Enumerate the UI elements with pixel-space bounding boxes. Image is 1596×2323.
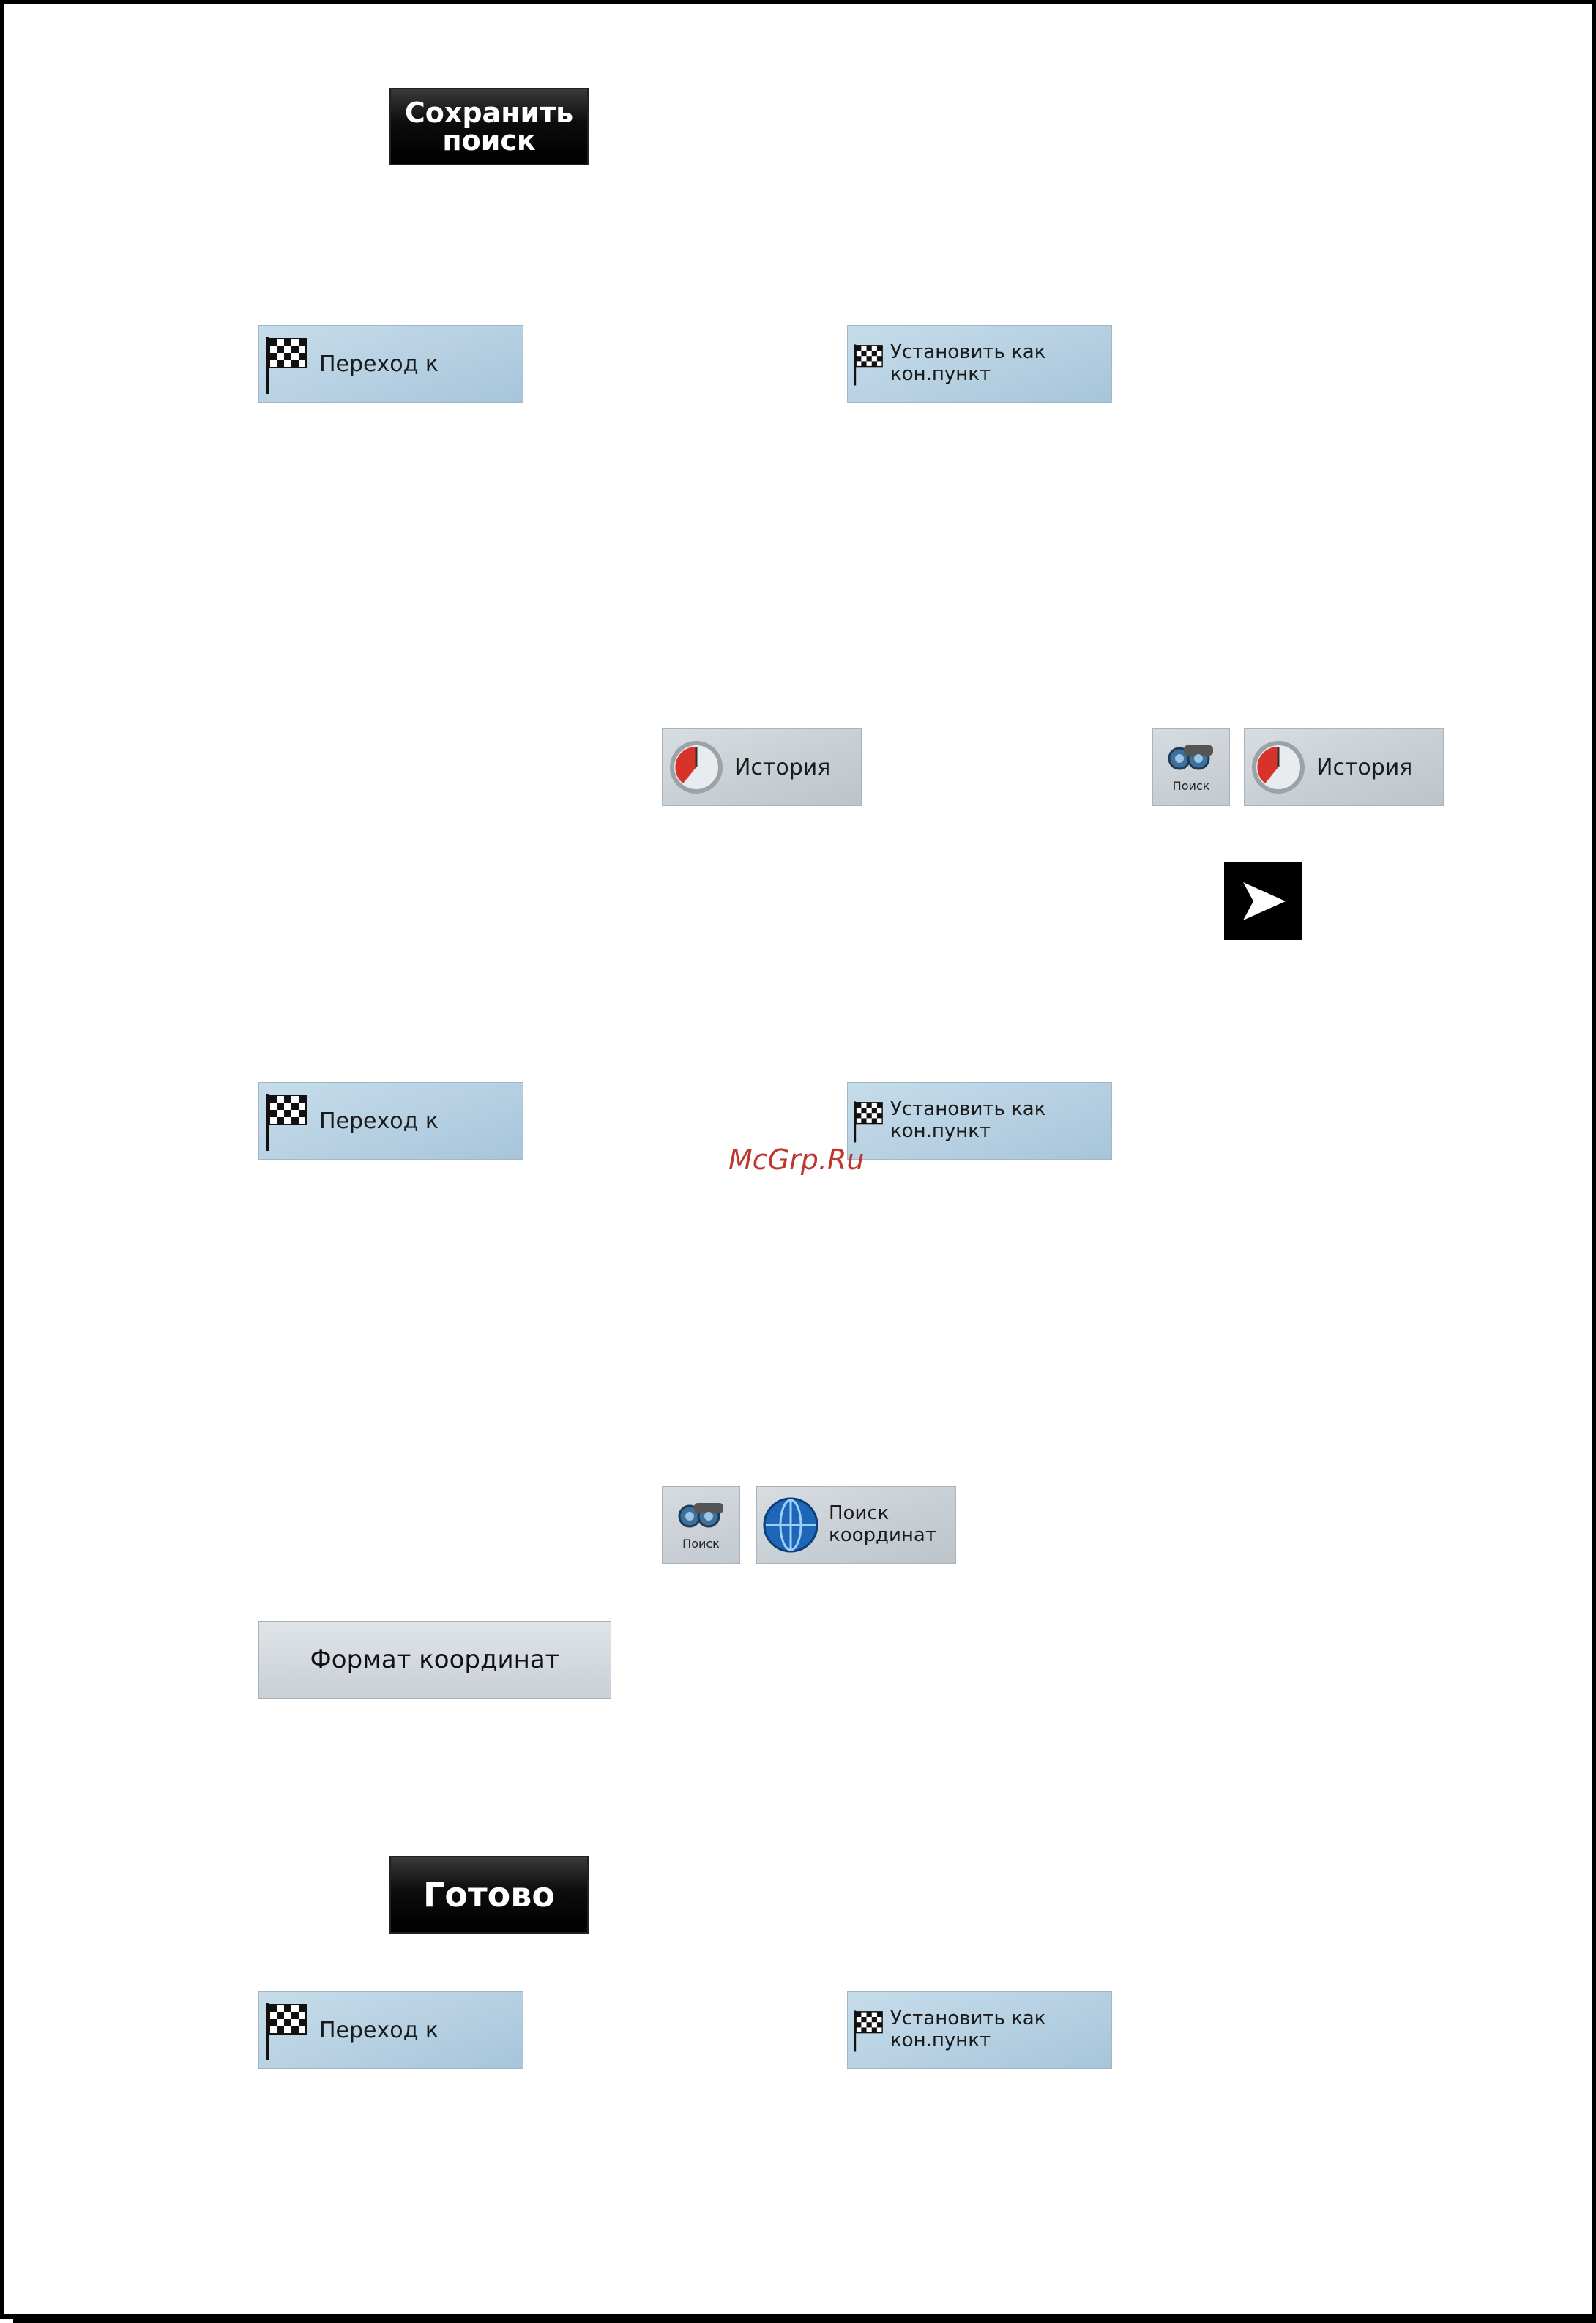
set-destination-label-line2: кон.пункт	[890, 1120, 991, 1142]
coordinate-format-label: Формат координат	[310, 1645, 560, 1674]
checkered-flag-icon	[851, 1095, 884, 1146]
arrow-right-icon	[1234, 872, 1293, 931]
done-label: Готово	[423, 1875, 555, 1914]
set-destination-button-3[interactable]	[847, 1991, 1112, 2069]
coordinate-search-button[interactable]	[756, 1486, 956, 1564]
checkered-flag-icon	[851, 338, 884, 389]
search-tile-label-2: Поиск	[682, 1537, 720, 1551]
history-label-2: История	[1316, 754, 1413, 780]
globe-icon	[761, 1496, 820, 1554]
go-to-button-3[interactable]	[258, 1991, 523, 2069]
set-destination-button[interactable]	[847, 325, 1112, 403]
set-destination-button-2[interactable]	[847, 1082, 1112, 1160]
go-to-button[interactable]	[258, 325, 523, 403]
history-label: История	[734, 754, 831, 780]
go-to-label-3: Переход к	[319, 2017, 439, 2043]
save-search-button[interactable]	[389, 88, 589, 165]
set-destination-label-line1: Установить как	[890, 1098, 1046, 1121]
set-destination-label-line2: кон.пункт	[890, 2029, 991, 2051]
history-clock-icon	[1249, 738, 1308, 797]
save-search-label-line1: Сохранить	[404, 97, 574, 129]
go-to-label: Переход к	[319, 351, 439, 377]
checkered-flag-icon	[262, 332, 309, 395]
history-button[interactable]	[662, 728, 862, 806]
watermark: McGrp.Ru	[728, 1144, 865, 1176]
binoculars-icon	[672, 1491, 731, 1535]
coordinate-search-label-line2: координат	[829, 1524, 936, 1546]
done-button[interactable]	[389, 1856, 589, 1934]
binoculars-icon	[1162, 734, 1220, 778]
history-clock-icon	[667, 738, 726, 797]
search-tile-label: Поиск	[1172, 779, 1210, 793]
checkered-flag-icon	[851, 2005, 884, 2056]
next-arrow-button[interactable]	[1224, 862, 1302, 940]
set-destination-label-line1: Установить как	[890, 2007, 1046, 2030]
coordinate-format-button[interactable]	[258, 1621, 611, 1699]
coordinate-search-label-line1: Поиск	[829, 1502, 890, 1525]
go-to-button-2[interactable]	[258, 1082, 523, 1160]
go-to-label-2: Переход к	[319, 1108, 439, 1134]
checkered-flag-icon	[262, 1999, 309, 2062]
history-button-2[interactable]	[1244, 728, 1444, 806]
set-destination-label-line1: Установить как	[890, 341, 1046, 364]
search-tile[interactable]	[1152, 728, 1230, 806]
set-destination-label-line2: кон.пункт	[890, 363, 991, 385]
checkered-flag-icon	[262, 1089, 309, 1152]
save-search-label-line2: поиск	[442, 124, 536, 157]
search-tile-2[interactable]	[662, 1486, 740, 1564]
